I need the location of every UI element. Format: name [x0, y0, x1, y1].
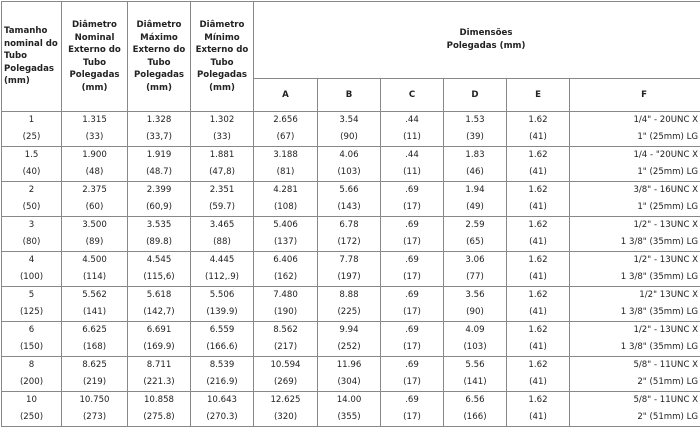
table-row-top [2, 112, 700, 130]
header-col-b: B [318, 79, 381, 112]
table-cell: (17) [381, 339, 444, 357]
table-cell: (11) [381, 164, 444, 182]
header-col-a: A [254, 79, 318, 112]
table-cell: (47,8) [191, 164, 254, 182]
table-row-bot [2, 374, 700, 392]
table-cell: (46) [444, 164, 507, 182]
table-cell: 6.625 [62, 322, 128, 340]
table-cell: 1.5 [2, 147, 62, 165]
table-cell: (41) [507, 339, 570, 357]
table-cell: 10 [2, 392, 62, 410]
table-cell: (103) [318, 164, 381, 182]
table-cell: .69 [381, 252, 444, 270]
table-cell: 2.399 [128, 182, 191, 200]
table-cell: (41) [507, 269, 570, 287]
table-cell: (250) [2, 409, 62, 427]
table-cell: 2.59 [444, 217, 507, 235]
table-cell: (17) [381, 269, 444, 287]
table-cell: (108) [254, 199, 318, 217]
table-cell: 2" (51mm) LG [570, 409, 700, 427]
header-col-e: E [507, 79, 570, 112]
table-cell: 4.445 [191, 252, 254, 270]
table-row-bot [2, 269, 700, 287]
table-cell: (221.3) [128, 374, 191, 392]
table-cell: 1 3/8" (35mm) LG [570, 269, 700, 287]
table-cell: 1.328 [128, 112, 191, 130]
table-body [2, 112, 700, 427]
table-cell: 3.56 [444, 287, 507, 305]
table-cell: 5.406 [254, 217, 318, 235]
table-cell: 1 3/8" (35mm) LG [570, 234, 700, 252]
table-cell: (269) [254, 374, 318, 392]
table-cell: 3.465 [191, 217, 254, 235]
header-nominal-size: Tamanho nominal do Tubo Polegadas (mm) [2, 2, 62, 112]
header-max-od: Diâmetro Máximo Externo do Tubo Polegadas (mm) [128, 2, 191, 112]
table-cell: (11) [381, 129, 444, 147]
table-cell: (50) [2, 199, 62, 217]
table-cell: 9.94 [318, 322, 381, 340]
table-cell: .44 [381, 112, 444, 130]
table-cell: (225) [318, 304, 381, 322]
table-cell: (41) [507, 234, 570, 252]
table-cell: (200) [2, 374, 62, 392]
table-cell: 5.506 [191, 287, 254, 305]
table-cell: (33,7) [128, 129, 191, 147]
table-cell: (217) [254, 339, 318, 357]
table-cell: 1.62 [507, 322, 570, 340]
table-cell: (39) [444, 129, 507, 147]
table-row-bot [2, 339, 700, 357]
table-cell: 1.900 [62, 147, 128, 165]
table-cell: 1/4" - 20UNC X [570, 112, 700, 130]
table-cell: 3.06 [444, 252, 507, 270]
table-cell: 3.500 [62, 217, 128, 235]
header-dimensions-label: Dimensões Polegadas (mm) [441, 27, 531, 53]
table-cell: 3 [2, 217, 62, 235]
table-cell: 12.625 [254, 392, 318, 410]
table-cell: 6 [2, 322, 62, 340]
table-cell: (169.9) [128, 339, 191, 357]
table-cell: 1.881 [191, 147, 254, 165]
table-cell: 14.00 [318, 392, 381, 410]
table-cell: .69 [381, 217, 444, 235]
table-cell: (114) [62, 269, 128, 287]
table-cell: 1 3/8" (35mm) LG [570, 339, 700, 357]
table-cell: (125) [2, 304, 62, 322]
table-cell: (49) [444, 199, 507, 217]
table-cell: 10.750 [62, 392, 128, 410]
table-cell: 1.919 [128, 147, 191, 165]
table-cell: (139.9) [191, 304, 254, 322]
table-cell: (17) [381, 304, 444, 322]
table-cell: 1/2" - 13UNC X [570, 322, 700, 340]
table-cell: (59.7) [191, 199, 254, 217]
table-cell: (162) [254, 269, 318, 287]
table-cell: 1.94 [444, 182, 507, 200]
table-cell: 7.78 [318, 252, 381, 270]
table-cell: 5.66 [318, 182, 381, 200]
table-cell: 1 [2, 112, 62, 130]
table-cell: (273) [62, 409, 128, 427]
table-cell: 1.62 [507, 217, 570, 235]
table-cell: (150) [2, 339, 62, 357]
table-row-top [2, 287, 700, 305]
table-cell: 1/2" - 13UNC X [570, 252, 700, 270]
table-cell: 1/4 - "20UNC X [570, 147, 700, 165]
table-cell: (77) [444, 269, 507, 287]
table-cell: .69 [381, 322, 444, 340]
table-row-bot [2, 409, 700, 427]
table-cell: (90) [444, 304, 507, 322]
table-cell: 2" (51mm) LG [570, 374, 700, 392]
table-cell: (172) [318, 234, 381, 252]
table-cell: (100) [2, 269, 62, 287]
table-cell: (142,7) [128, 304, 191, 322]
table-cell: (219) [62, 374, 128, 392]
table-cell: 7.480 [254, 287, 318, 305]
table-row-top [2, 357, 700, 375]
table-cell: (90) [318, 129, 381, 147]
table-cell: (112,.9) [191, 269, 254, 287]
table-row-top [2, 252, 700, 270]
table-cell: 1/2" - 13UNC X [570, 217, 700, 235]
table-cell: (168) [62, 339, 128, 357]
table-cell: (17) [381, 234, 444, 252]
table-cell: .44 [381, 147, 444, 165]
table-row-bot [2, 129, 700, 147]
table-cell: (65) [444, 234, 507, 252]
table-cell: (252) [318, 339, 381, 357]
table-cell: .69 [381, 182, 444, 200]
table-row-top [2, 392, 700, 410]
table-cell: 11.96 [318, 357, 381, 375]
table-cell: (89.8) [128, 234, 191, 252]
table-cell: 4.09 [444, 322, 507, 340]
table-cell: (48) [62, 164, 128, 182]
table-cell: (17) [381, 374, 444, 392]
table-cell: (41) [507, 199, 570, 217]
table-cell: 6.406 [254, 252, 318, 270]
table-cell: 5.56 [444, 357, 507, 375]
table-cell: 1" (25mm) LG [570, 164, 700, 182]
table-row-top [2, 217, 700, 235]
table-cell: 1.62 [507, 392, 570, 410]
table-cell: (17) [381, 409, 444, 427]
table-cell: (141) [62, 304, 128, 322]
table-cell: (103) [444, 339, 507, 357]
table-cell: (216.9) [191, 374, 254, 392]
header-col-d: D [444, 79, 507, 112]
table-cell: 3/8" - 16UNC X [570, 182, 700, 200]
table-row-top [2, 322, 700, 340]
table-cell: (17) [381, 199, 444, 217]
table-cell: 1.315 [62, 112, 128, 130]
table-cell: (80) [2, 234, 62, 252]
table-cell: 8.562 [254, 322, 318, 340]
table-cell: .69 [381, 392, 444, 410]
table-cell: (89) [62, 234, 128, 252]
table-cell: 1.62 [507, 147, 570, 165]
table-cell: (143) [318, 199, 381, 217]
table-cell: 3.54 [318, 112, 381, 130]
table-cell: (355) [318, 409, 381, 427]
table-cell: (41) [507, 164, 570, 182]
table-cell: 4.06 [318, 147, 381, 165]
table-row-top [2, 182, 700, 200]
table-cell: 1.62 [507, 112, 570, 130]
table-cell: 1.62 [507, 252, 570, 270]
table-cell: (115,6) [128, 269, 191, 287]
table-cell: (304) [318, 374, 381, 392]
table-cell: (41) [507, 129, 570, 147]
table-cell: 2.656 [254, 112, 318, 130]
table-cell: (41) [507, 304, 570, 322]
table-cell: 6.78 [318, 217, 381, 235]
table-row-bot [2, 304, 700, 322]
table-cell: 5/8" - 11UNC X [570, 357, 700, 375]
table-cell: 2.375 [62, 182, 128, 200]
table-row-bot [2, 164, 700, 182]
header-col-f: F [570, 79, 700, 112]
table-cell: 6.56 [444, 392, 507, 410]
table-cell: 2 [2, 182, 62, 200]
table-cell: 5 [2, 287, 62, 305]
table-cell: (33) [191, 129, 254, 147]
table-cell: 3.188 [254, 147, 318, 165]
table-cell: (81) [254, 164, 318, 182]
table-cell: (60) [62, 199, 128, 217]
table-cell: 4 [2, 252, 62, 270]
table-cell: 2.351 [191, 182, 254, 200]
table-cell: 6.691 [128, 322, 191, 340]
table-cell: 8.625 [62, 357, 128, 375]
table-cell: (48.7) [128, 164, 191, 182]
table-cell: (197) [318, 269, 381, 287]
header-min-od: Diâmetro Mínimo Externo do Tubo Polegadas (mm) [191, 2, 254, 112]
table-cell: 1.53 [444, 112, 507, 130]
table-cell: (25) [2, 129, 62, 147]
table-cell: 10.858 [128, 392, 191, 410]
table-cell: 1.302 [191, 112, 254, 130]
table-row-top [2, 147, 700, 165]
table-cell: 10.594 [254, 357, 318, 375]
table-row-bot [2, 234, 700, 252]
table-cell: (41) [507, 409, 570, 427]
table-cell: (141) [444, 374, 507, 392]
header-col-c: C [381, 79, 444, 112]
table-cell: 1" (25mm) LG [570, 199, 700, 217]
table-cell: 1.83 [444, 147, 507, 165]
table-cell: 10.643 [191, 392, 254, 410]
table-cell: (67) [254, 129, 318, 147]
table-cell: 4.281 [254, 182, 318, 200]
table-cell: (33) [62, 129, 128, 147]
table-cell: (270.3) [191, 409, 254, 427]
table-cell: 1 3/8" (35mm) LG [570, 304, 700, 322]
table-cell: 1/2" 13UNC X [570, 287, 700, 305]
table-cell: 8.539 [191, 357, 254, 375]
table-cell: 1.62 [507, 287, 570, 305]
table-cell: (166) [444, 409, 507, 427]
table-cell: .69 [381, 287, 444, 305]
table-cell: (40) [2, 164, 62, 182]
table-cell: 6.559 [191, 322, 254, 340]
header-dimensions [254, 2, 700, 79]
table-cell: (88) [191, 234, 254, 252]
table-cell: (275.8) [128, 409, 191, 427]
table-cell: 1.62 [507, 182, 570, 200]
pipe-dimensions-table [1, 1, 700, 427]
table-cell: 4.500 [62, 252, 128, 270]
table-cell: (137) [254, 234, 318, 252]
table-cell: 8.711 [128, 357, 191, 375]
header-nominal-od: Diâmetro Nominal Externo do Tubo Polegadas (mm) [62, 2, 128, 112]
table-cell: (60,9) [128, 199, 191, 217]
table-cell: (320) [254, 409, 318, 427]
table-row-bot [2, 199, 700, 217]
table-cell: 3.535 [128, 217, 191, 235]
table-cell: (41) [507, 374, 570, 392]
table-cell: 1.62 [507, 357, 570, 375]
table-cell: 8.88 [318, 287, 381, 305]
table-cell: 4.545 [128, 252, 191, 270]
table-cell: 5/8" - 11UNC X [570, 392, 700, 410]
table-cell: (190) [254, 304, 318, 322]
table-cell: 1" (25mm) LG [570, 129, 700, 147]
table-cell: 8 [2, 357, 62, 375]
table-cell: .69 [381, 357, 444, 375]
table-cell: 5.618 [128, 287, 191, 305]
table-cell: (166.6) [191, 339, 254, 357]
table-cell: 5.562 [62, 287, 128, 305]
